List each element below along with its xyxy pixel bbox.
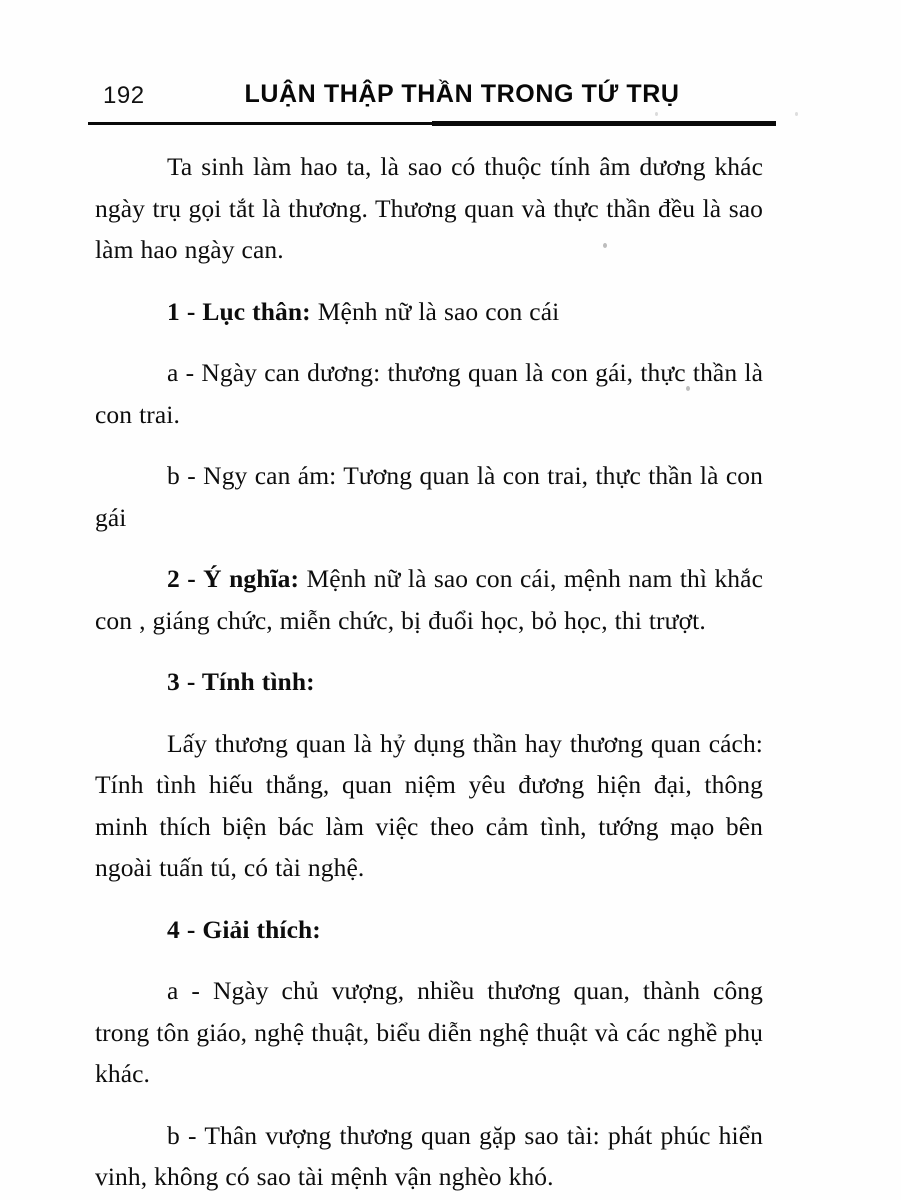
paragraph-gap xyxy=(95,1095,763,1115)
paragraph-gap xyxy=(95,435,763,455)
paragraph-gap xyxy=(95,538,763,558)
item-2-lead: 2 - Ý nghĩa: xyxy=(167,564,300,593)
page-number: 192 xyxy=(103,82,145,109)
running-head-title: LUẬN THẬP THẦN TRONG TỨ TRỤ xyxy=(244,80,680,108)
paragraph-text: a - Ngày chủ vượng, nhiều thương quan, thành công trong tôn giáo, nghệ thuật, biểu diễn nghệ thuật và các nghề phụ khác. xyxy=(95,976,763,1088)
item-2-text: Mệnh nữ là sao con cái, mệnh nam thì khắc con , giáng chức, miễn chức, bị đuổi học, bỏ học, thi trượt. xyxy=(95,564,763,635)
heading-item-4 xyxy=(95,909,763,951)
paragraph-gap xyxy=(95,271,763,291)
paragraph-item-1a xyxy=(95,352,763,435)
heading-item-3 xyxy=(95,661,763,703)
page-body xyxy=(95,146,763,1198)
item-1-text: Mệnh nữ là sao con cái xyxy=(310,296,560,326)
paragraph-gap xyxy=(95,703,763,723)
paragraph-gap xyxy=(95,332,763,352)
header-rule xyxy=(88,120,776,127)
item-1-lead: 1 - Lục thân: xyxy=(167,296,311,326)
paragraph-item-3-body xyxy=(95,723,763,889)
header-rule-thick xyxy=(432,121,776,126)
paragraph-item-4a xyxy=(95,970,763,1095)
scan-speck xyxy=(795,112,798,116)
paragraph-text: b - Thân vượng thương quan gặp sao tài: phát phúc hiển vinh, không có sao tài mệnh vận nghèo khó. xyxy=(95,1120,763,1191)
scan-speck xyxy=(655,112,658,116)
running-header xyxy=(95,78,775,118)
paragraph-text: Ta sinh làm hao ta, là sao có thuộc tính âm dương khác ngày trụ gọi tắt là thương. Thương quan và thực thần đều là sao làm hao ngày can. xyxy=(95,152,763,264)
paragraph-item-2 xyxy=(95,558,763,641)
paragraph-gap xyxy=(95,950,763,970)
paragraph-text: Lấy thương quan là hỷ dụng thần hay thương quan cách: Tính tình hiếu thắng, quan niệm yêu đương hiện đại, thông minh thích biện bác làm việc theo cảm tình, tướng mạo bên ngoài tuấn tú, có tài nghệ. xyxy=(95,728,763,882)
paragraph-gap xyxy=(95,641,763,661)
paragraph-intro xyxy=(95,146,763,271)
paragraph-text: a - Ngày can dương: thương quan là con gái, thực thần là con trai. xyxy=(95,358,763,429)
heading-item-1 xyxy=(95,291,763,333)
item-3-lead: 3 - Tính tình: xyxy=(167,667,315,696)
paragraph-gap xyxy=(95,889,763,909)
paragraph-text: b - Ngy can ám: Tương quan là con trai, thực thần là con gái xyxy=(95,461,763,532)
paragraph-item-4b xyxy=(95,1115,763,1198)
paragraph-item-1b xyxy=(95,455,763,538)
item-4-lead: 4 - Giải thích: xyxy=(167,914,321,944)
